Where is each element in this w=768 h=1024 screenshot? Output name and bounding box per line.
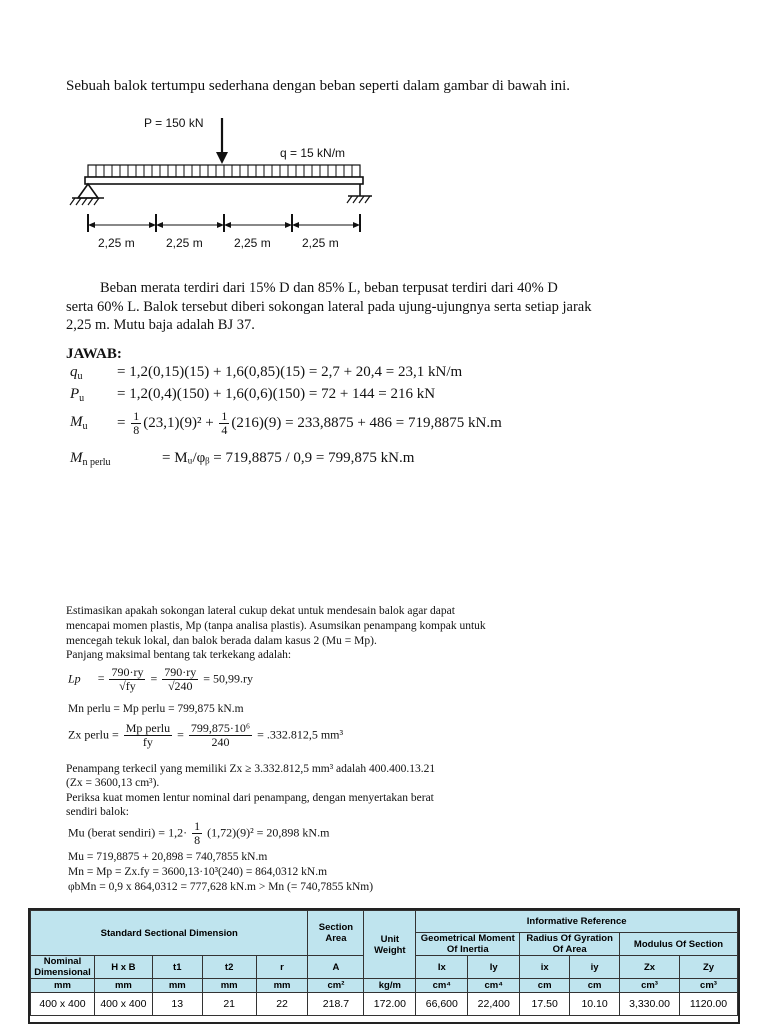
- table-cell: 66,600: [416, 993, 468, 1016]
- col-zx: Zx: [620, 956, 680, 979]
- unit-cell: mm: [202, 979, 256, 993]
- mn-perlu-line: Mn perlu = Mp perlu = 799,875 kN.m: [68, 703, 244, 715]
- section-line: Penampang terkecil yang memiliki Zx ≥ 3.332.812,5 mm³ adalah 400.400.13.21: [66, 763, 436, 775]
- span-label: 2,25 m: [166, 236, 203, 250]
- unit-cell: cm²: [308, 979, 364, 993]
- col-iy-inertia: Iy: [468, 956, 520, 979]
- col-r: r: [256, 956, 308, 979]
- unit-cell: cm: [520, 979, 570, 993]
- header-modulus: Modulus Of Section: [620, 933, 738, 956]
- part2-line: Panjang maksimal bentang tak terkekang adalah:: [66, 649, 292, 661]
- intro-text: Sebuah balok tertumpu sederhana dengan beban seperti dalam gambar di bawah ini.: [66, 78, 570, 94]
- lp-equation: Lp = $\frac{790\cdot ry}{√fy}$ = $\frac{790\cdot ry}{√240}$ = 50,99.ry: [68, 665, 254, 693]
- table-cell: 22,400: [468, 993, 520, 1016]
- beam-diagram: [60, 110, 380, 255]
- col-t2: t2: [202, 956, 256, 979]
- col-nominal: Nominal Dimensional: [31, 956, 95, 979]
- zx-equation: Zx perlu = $\frac{\text{Mp perlu}}{fy}$ = $\frac{\text{799,875·10⁶}}{240}$ = .332.812,5 mm³: [68, 721, 344, 749]
- section-line: sendiri balok:: [66, 806, 129, 818]
- unit-cell: kg/m: [364, 979, 416, 993]
- col-hxb: H x B: [94, 956, 152, 979]
- col-ix-inertia: Ix: [416, 956, 468, 979]
- load-q-label: q = 15 kN/m: [280, 146, 346, 160]
- desc-line: 2,25 m. Mutu baja adalah BJ 37.: [66, 317, 255, 333]
- col-iy-radius: iy: [570, 956, 620, 979]
- span-label: 2,25 m: [98, 236, 135, 250]
- table-cell: 3,330.00: [620, 993, 680, 1016]
- final-line: φbMn = 0,9 x 864,0312 = 777,628 kN.m > Mn (= 740,7855 kNm): [68, 881, 374, 893]
- answer-heading: JAWAB:: [66, 346, 122, 362]
- col-t1: t1: [152, 956, 202, 979]
- table-cell: 13: [152, 993, 202, 1016]
- unit-cell: mm: [256, 979, 308, 993]
- part2-line: mencegah tekuk lokal, dan balok berada dalam kasus 2 (Mu = Mp).: [66, 635, 377, 647]
- col-a: A: [308, 956, 364, 979]
- unit-cell: cm⁴: [416, 979, 468, 993]
- header-informative: Informative Reference: [416, 911, 738, 933]
- section-table: [30, 910, 738, 1016]
- unit-cell: cm³: [679, 979, 737, 993]
- table-cell: 400 x 400: [94, 993, 152, 1016]
- part2-line: mencapai momen plastis, Mp (tanpa analisa plastis). Asumsikan penampang kompak untuk: [66, 620, 486, 632]
- table-cell: 218.7: [308, 993, 364, 1016]
- part2-line: Estimasikan apakah sokongan lateral cukup dekat untuk mendesain balok agar dapat: [66, 605, 455, 617]
- span-label: 2,25 m: [234, 236, 271, 250]
- section-line: Periksa kuat momen lentur nominal dari penampang, dengan menyertakan berat: [66, 792, 434, 804]
- table-cell: 172.00: [364, 993, 416, 1016]
- col-zy: Zy: [679, 956, 737, 979]
- header-radius: Radius Of Gyration Of Area: [520, 933, 620, 956]
- self-weight-equation: Mu (berat sendiri) = 1,2· $\frac{1}{8}$ (1,72)(9)² = 20,898 kN.m: [68, 819, 330, 847]
- desc-line: Beban merata terdiri dari 15% D dan 85% L, beban terpusat terdiri dari 40% D: [100, 280, 558, 296]
- header-standard: Standard Sectional Dimension: [31, 911, 308, 956]
- table-cell: 10.10: [570, 993, 620, 1016]
- span-label: 2,25 m: [302, 236, 339, 250]
- table-row: [31, 993, 738, 1016]
- header-geometrical: Geometrical Moment Of Inertia: [416, 933, 520, 956]
- col-ix-radius: ix: [520, 956, 570, 979]
- table-cell: 1120.00: [679, 993, 737, 1016]
- table-cell: 400 x 400: [31, 993, 95, 1016]
- unit-cell: cm⁴: [468, 979, 520, 993]
- unit-cell: mm: [31, 979, 95, 993]
- table-cell: 22: [256, 993, 308, 1016]
- final-line: Mu = 719,8875 + 20,898 = 740,7855 kN.m: [68, 851, 268, 863]
- unit-cell: cm: [570, 979, 620, 993]
- header-unit-weight: Unit Weight: [364, 911, 416, 979]
- section-line: (Zx = 3600,13 cm³).: [66, 777, 160, 789]
- unit-cell: mm: [94, 979, 152, 993]
- unit-cell: cm³: [620, 979, 680, 993]
- desc-line: serta 60% L. Balok tersebut diberi sokongan lateral pada ujung-ujungnya serta setiap jarak: [66, 299, 592, 315]
- unit-cell: mm: [152, 979, 202, 993]
- table-cell: 21: [202, 993, 256, 1016]
- load-p-label: P = 150 kN: [144, 116, 204, 130]
- table-cell: 17.50: [520, 993, 570, 1016]
- final-line: Mn = Mp = Zx.fy = 3600,13·10³(240) = 864,0312 kN.m: [68, 866, 328, 878]
- header-section-area: Section Area: [308, 911, 364, 956]
